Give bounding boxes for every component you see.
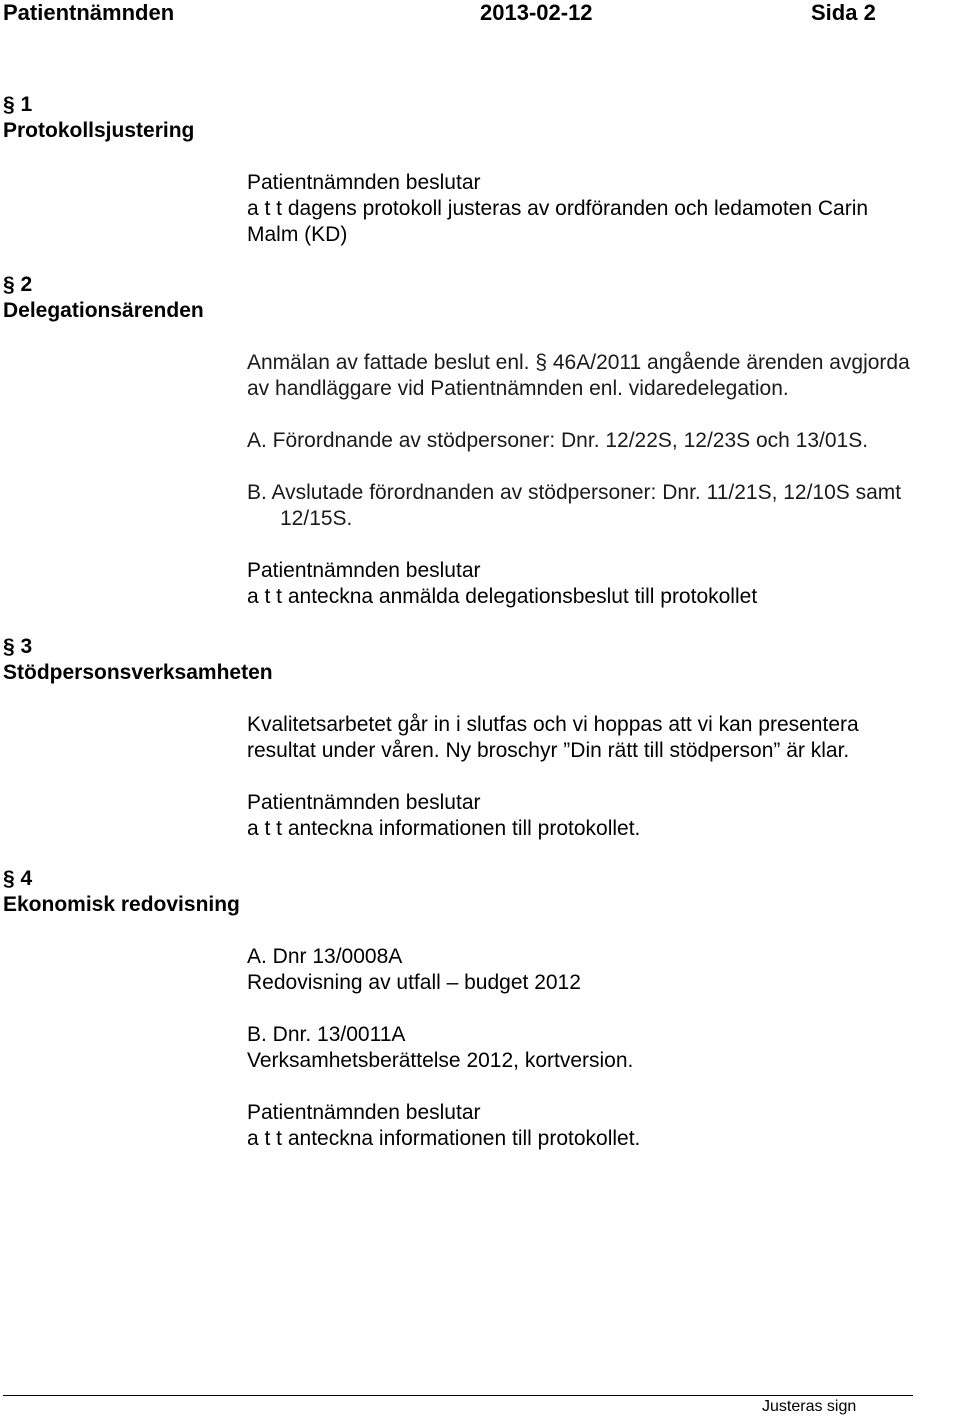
section-4-item-a: A. Dnr 13/0008A xyxy=(247,945,403,968)
signature-line xyxy=(3,1395,913,1396)
section-3-info: Kvalitetsarbetet går in i slutfas och vi hoppas att vi kan presentera xyxy=(247,713,859,736)
section-3-decision-text: a t t anteckna informationen till protokollet. xyxy=(247,817,641,840)
section-2-number: § 2 xyxy=(3,273,33,296)
section-1-number: § 1 xyxy=(3,93,33,116)
section-2-title: Delegationsärenden xyxy=(3,299,204,322)
section-2-item-b: B. Avslutade förordnanden av stödpersoner: Dnr. 11/21S, 12/10S samt xyxy=(247,481,902,504)
signature-label: Justeras sign xyxy=(762,1398,857,1415)
section-4-item-b: B. Dnr. 13/0011A xyxy=(247,1023,406,1046)
section-4-number: § 4 xyxy=(3,867,33,890)
section-2-item-a: A. Förordnande av stödpersoner: Dnr. 12/22S, 12/23S och 13/01S. xyxy=(247,429,869,452)
section-2-intro: Anmälan av fattade beslut enl. § 46A/2011 angående ärenden avgjorda xyxy=(247,351,910,374)
section-1-title: Protokollsjustering xyxy=(3,119,195,142)
section-4-item-b-desc: Verksamhetsberättelse 2012, kortversion. xyxy=(247,1049,634,1072)
section-4-decision-heading: Patientnämnden beslutar xyxy=(247,1101,481,1124)
section-4-decision-text: a t t anteckna informationen till protokollet. xyxy=(247,1127,641,1150)
section-4-item-a-desc: Redovisning av utfall – budget 2012 xyxy=(247,971,581,994)
section-1-decision-heading: Patientnämnden beslutar xyxy=(247,171,481,194)
section-2-decision-heading: Patientnämnden beslutar xyxy=(247,559,481,582)
header-org: Patientnämnden xyxy=(3,0,175,25)
section-1-decision-text: a t t dagens protokoll justeras av ordföranden och ledamoten Carin xyxy=(247,197,869,220)
section-3-number: § 3 xyxy=(3,635,33,658)
header-page: Sida 2 xyxy=(811,0,876,25)
section-2-item-b-cont: 12/15S. xyxy=(280,507,353,530)
section-3-info-cont: resultat under våren. Ny broschyr ”Din rätt till stödperson” är klar. xyxy=(247,739,850,762)
section-2-intro-cont: av handläggare vid Patientnämnden enl. vidaredelegation. xyxy=(247,377,789,400)
section-2-decision-text: a t t anteckna anmälda delegationsbeslut till protokollet xyxy=(247,585,758,608)
section-4-title: Ekonomisk redovisning xyxy=(3,893,240,916)
header-date: 2013-02-12 xyxy=(480,0,593,25)
section-3-title: Stödpersonsverksamheten xyxy=(3,661,273,684)
section-1-decision-text-cont: Malm (KD) xyxy=(247,223,348,246)
section-3-decision-heading: Patientnämnden beslutar xyxy=(247,791,481,814)
